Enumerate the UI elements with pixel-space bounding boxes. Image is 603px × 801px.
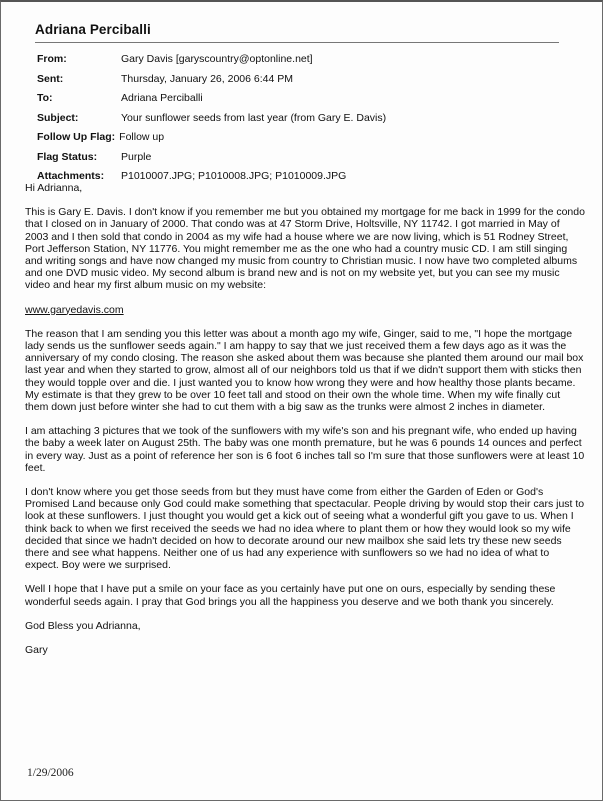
body-paragraph: The reason that I am sending you this letter was about a month ago my wife, Ginger, said to me, "I hope the mortgage lady sends us the sunflower seeds again." I am happy to say that we just received them a few days ago as it was the anniversary of my condo closing. The reason she asked about them was because she planted them around our mail box last year and when they started to grow, almost all of our neighbors told us that if we didn't support them with sticks then they would topple over and die. I just wanted you to know how wrong they were and how healthy those plants became. My estimate is that they grew to be over 10 feet tall and stood on their own the whole time. When my wife finally cut them down just before winter she had to cut them with a big saw as the trunks were almost 2 inches in diameter.	[25, 327, 584, 414]
header-follow-up-flag	[37, 128, 386, 148]
flag-status-value: Purple	[121, 150, 152, 163]
website-line	[25, 304, 585, 316]
attachments-value: P1010007.JPG; P1010008.JPG; P1010009.JPG	[121, 170, 347, 182]
greeting: Hi Adrianna,	[25, 182, 83, 194]
header-label: Flag Status:	[37, 150, 98, 163]
header-label: Attachments:	[37, 170, 105, 182]
website-link[interactable]: www.garyedavis.com	[25, 303, 124, 316]
header-from	[37, 50, 386, 70]
header-to	[37, 89, 386, 109]
header-label: Sent:	[37, 72, 64, 85]
print-date: 1/29/2006	[27, 767, 74, 779]
header-label: From:	[37, 53, 67, 65]
signature: Gary	[25, 644, 48, 657]
sent-value: Thursday, January 26, 2006 6:44 PM	[121, 72, 293, 85]
header-label: Follow Up Flag:	[37, 131, 116, 143]
body-paragraph: I don't know where you get those seeds from but they must have come from either the Garden of Eden or God's Promised Land because only God could make something that spectacular. People driving by would stop their cars just to look at these sunflowers. I just thought you would get a kick out of seeing what a wonderful gift you gave to us. When I think back to when we first received the seeds we had no idea where to plant them or how they would look so my wife decided that since we hadn't decided on how to decorate around our new mailbox she said lets try these new seeds there and see what happens. Neither one of us had any experience with sunflowers so we had no idea of what to expect. Boy were we surprised.	[25, 486, 585, 572]
header-label: Subject:	[37, 111, 79, 124]
closing: God Bless you Adrianna,	[25, 619, 141, 632]
mailbox-owner-name: Adriana Perciballi	[35, 22, 151, 37]
body-paragraph: I am attaching 3 pictures that we took of the sunflowers with my wife's son and his pregnant wife, who ended up having the baby a week later on August 25th. The baby was one month premature, but he was 6 pounds 14 ounces and perfect in every way. Just as a point of reference her son is 6 foot 6 inches tall so I'm sure that those sunflowers were at least 10 feet.	[25, 425, 585, 474]
header-label: To:	[37, 92, 53, 104]
header-sent	[37, 70, 386, 90]
follow-up-flag-value: Follow up	[119, 131, 165, 143]
sender-value: Gary Davis [garyscountry@optonline.net]	[121, 53, 313, 65]
header-divider	[35, 42, 559, 43]
subject-value: Your sunflower seeds from last year (from Gary E. Davis)	[121, 111, 387, 124]
email-header-block	[37, 50, 386, 187]
header-flag-status	[37, 148, 386, 168]
body-paragraph: This is Gary E. Davis. I don't know if you remember me but you obtained my mortgage for me back in 1999 for the condo that I closed on in January of 2000. That condo was at 47 Storm Drive, Holtsville, NY 11742. I got married in May of 2003 and I then sold that condo in 2004 as my wife had a house where we are now living, which is 51 Rodney Street, Port Jefferson Station, NY 11776. You might remember me as the one who had a country music CD. I am still singing and writing songs and have now changed my music from country to Christian music. I now have two completed albums and one DVD music video. My second album is brand new and is not on my website yet, but you can see my music video and hear my first album music on my website:	[25, 206, 585, 292]
recipient-value: Adriana Perciballi	[121, 92, 203, 104]
header-subject	[37, 109, 386, 129]
email-body	[25, 182, 585, 668]
body-paragraph: Well I hope that I have put a smile on your face as you certainly have put one on ours, especially by sending these wonderful seeds again. I pray that God brings you all the happiness you deserve and we both thank you sincerely.	[25, 583, 556, 608]
